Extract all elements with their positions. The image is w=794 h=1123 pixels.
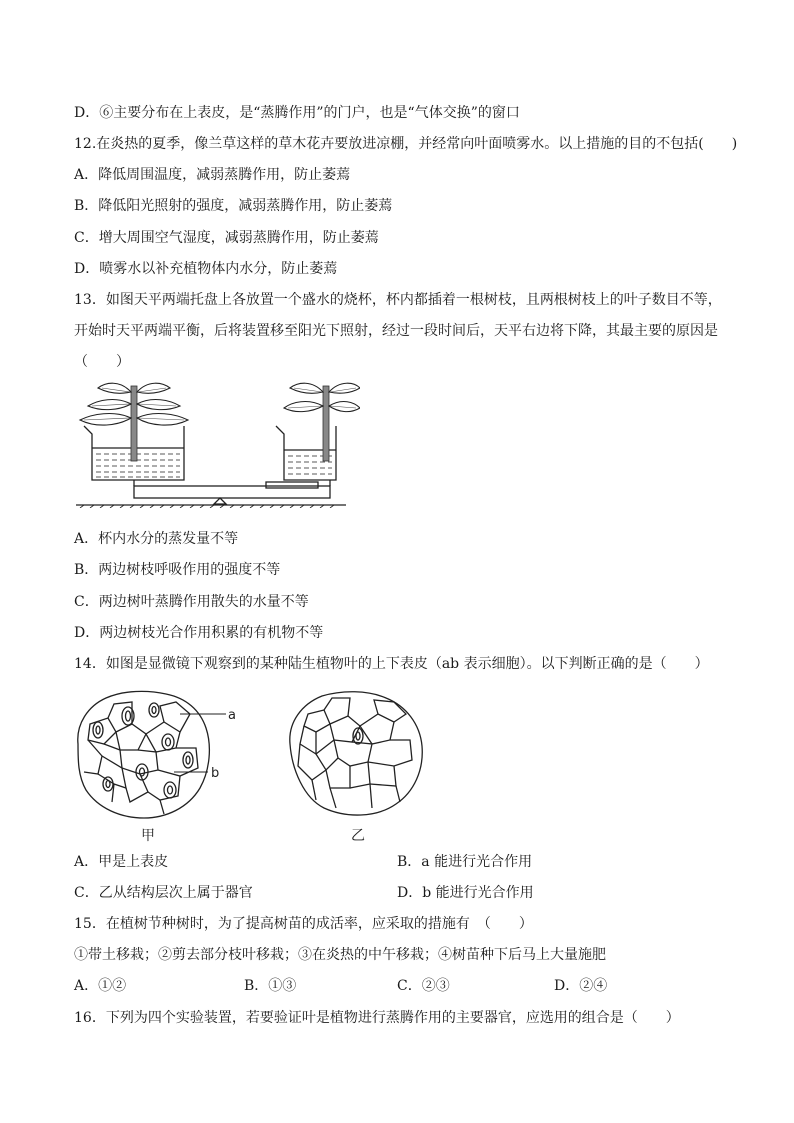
q13-option-c: C．两边树叶蒸腾作用散失的水量不等 (74, 594, 309, 610)
q14-option-a: A．甲是上表皮 (74, 854, 169, 870)
q13-stem-line1: 13．如图天平两端托盘上各放置一个盛水的烧杯，杯内都插着一根树枝，且两根树枝上的叶子数目不等， (74, 292, 722, 308)
epidermis-right (290, 692, 422, 815)
q12-stem: 12.在炎热的夏季，像兰草这样的草木花卉要放进凉棚，并经常向叶面喷雾水。以上措施的目的不包括( ) (74, 136, 738, 152)
q12-option-c: C．增大周围空气湿度，减弱蒸腾作用，防止萎蔫 (74, 230, 379, 246)
q13-option-a: A．杯内水分的蒸发量不等 (74, 531, 239, 547)
q14-option-d: D．b 能进行光合作用 (397, 885, 534, 901)
caption-yi: 乙 (351, 828, 365, 844)
q15-option-a: A．①② (74, 978, 127, 994)
label-b: b (211, 766, 220, 781)
label-a: a (228, 708, 236, 723)
q12-option-d: D．喷雾水以补充植物体内水分，防止萎蔫 (74, 261, 338, 277)
q14-option-b: B．a 能进行光合作用 (397, 854, 533, 870)
q13-stem-line2: 开始时天平两端平衡，后将装置移至阳光下照射，经过一段时间后，天平右边将下降，其最主要的原因是 (74, 323, 718, 339)
q15-stem: 15．在植树节种树时，为了提高树苗的成活率，应采取的措施有 （ ） (74, 916, 533, 932)
q13-stem-line3: （ ） (74, 354, 130, 370)
q12-option-a: A．降低周围温度，减弱蒸腾作用，防止萎蔫 (74, 167, 351, 183)
q13-option-d: D．两边树枝光合作用积累的有机物不等 (74, 625, 324, 641)
q13-option-b: B．两边树枝呼吸作用的强度不等 (74, 562, 281, 578)
q11-option-d: D．⑥主要分布在上表皮，是“蒸腾作用”的门户，也是“气体交换”的窗口 (74, 105, 520, 121)
q15-option-c: C．②③ (397, 978, 450, 994)
q12-option-b: B．降低阳光照射的强度，减弱蒸腾作用，防止萎蔫 (74, 198, 393, 214)
q15-option-b: B．①③ (244, 978, 297, 994)
q15-measures: ①带土移栽；②剪去部分枝叶移栽；③在炎热的中午移栽；④树苗种下后马上大量施肥 (74, 947, 606, 963)
q16-stem: 16．下列为四个实验装置，若要验证叶是植物进行蒸腾作用的主要器官，应选用的组合是（ ） (74, 1010, 680, 1026)
caption-jia: 甲 (141, 828, 155, 844)
q14-option-c: C．乙从结构层次上属于器官 (74, 885, 253, 901)
epidermis-left (78, 691, 210, 818)
q15-option-d: D．②④ (554, 978, 608, 994)
balance-beakers-figure (70, 378, 360, 508)
leaf-epidermis-figure (68, 684, 448, 844)
q14-stem: 14．如图是显微镜下观察到的某种陆生植物叶的上下表皮（ab 表示细胞）。以下判断正确的是（ ） (74, 656, 709, 672)
